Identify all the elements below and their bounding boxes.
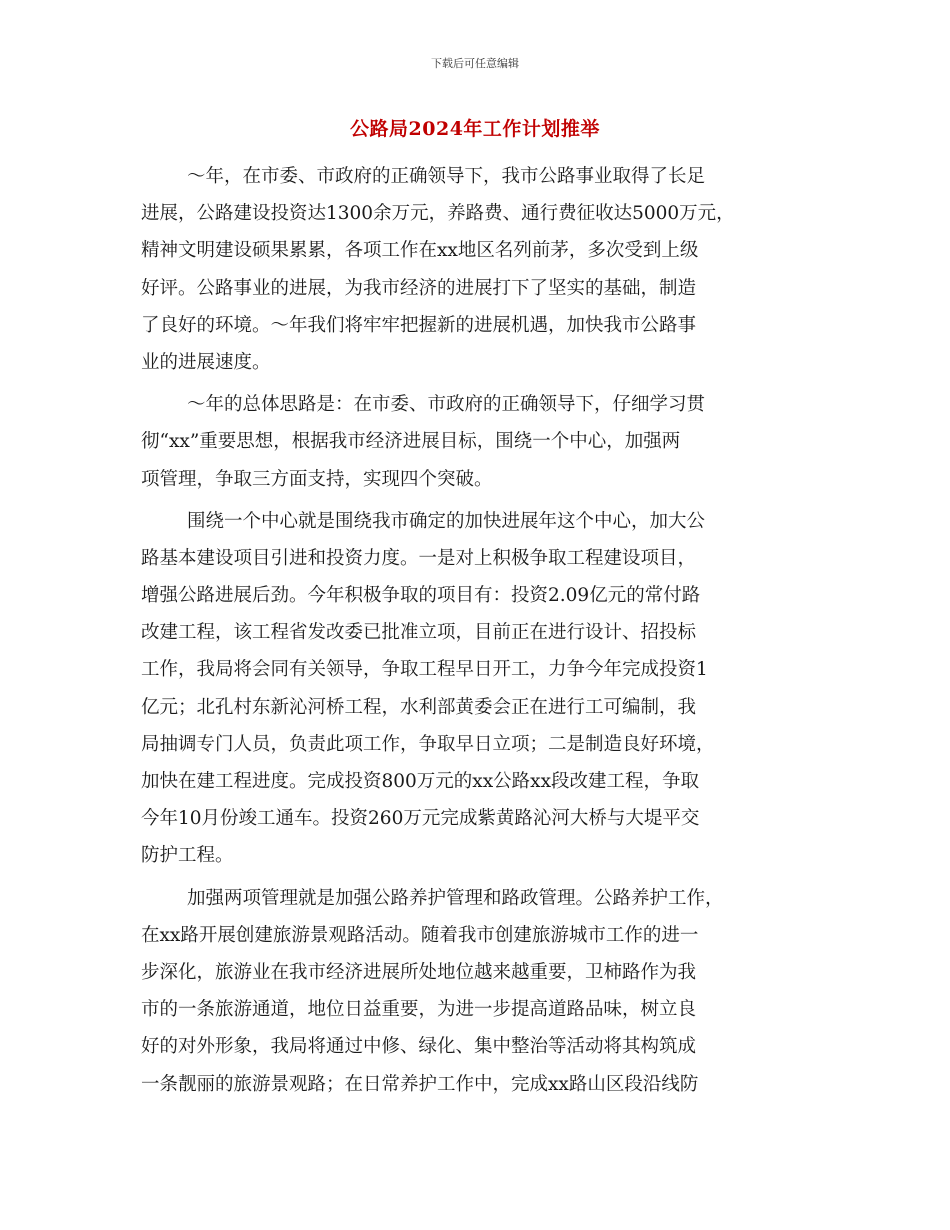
paragraph-line: 好评。公路事业的进展，为我市经济的进展打下了坚实的基础，制造	[141, 277, 697, 299]
paragraph-line: 亿元；北孔村东新沁河桥工程，水利部黄委会正在进行工可编制，我	[141, 696, 697, 718]
paragraph-3	[141, 503, 811, 875]
paragraph-4	[141, 880, 811, 1103]
paragraph-line: 加快在建工程进度。完成投资800万元的xx公路xx段改建工程，争取	[141, 771, 700, 792]
paragraph-1	[141, 158, 811, 381]
document-title: 公路局2024年工作计划推举	[350, 118, 600, 140]
paragraph-line: 精神文明建设硕果累累，各项工作在xx地区名列前茅，多次受到上级	[141, 240, 699, 262]
paragraph-line: 步深化，旅游业在我市经济进展所处地位越来越重要，卫柿路作为我	[141, 961, 697, 983]
paragraph-line: 工作，我局将会同有关领导，争取工程早日开工，力争今年完成投资1	[141, 659, 708, 681]
paragraph-line: 一条靓丽的旅游景观路；在日常养护工作中，完成xx路山区段沿线防	[141, 1073, 699, 1095]
paragraph-line: 业的进展速度。	[141, 351, 271, 373]
paragraph-line: ～年的总体思路是：在市委、市政府的正确领导下，仔细学习贯	[187, 394, 706, 416]
paragraph-line: 了良好的环境。～年我们将牢牢把握新的进展机遇，加快我市公路事	[141, 314, 697, 336]
paragraph-line: 加强两项管理就是加强公路养护管理和路政管理。公路养护工作，	[187, 887, 724, 909]
paragraph-line: 围绕一个中心就是围绕我市确定的加快进展年这个中心，加大公	[187, 510, 706, 532]
paragraph-line: 项管理，争取三方面支持，实现四个突破。	[141, 468, 493, 490]
paragraph-line: 改建工程，该工程省发改委已批准立项，目前正在进行设计、招投标	[141, 622, 697, 644]
header-note: 下载后可任意编辑	[431, 57, 519, 70]
paragraph-line: 局抽调专门人员，负责此项工作，争取早日立项；二是制造良好环境，	[141, 733, 715, 755]
paragraph-line: 今年10月份竣工通车。投资260万元完成紫黄路沁河大桥与大堤平交	[141, 808, 700, 830]
paragraph-line: 防护工程。	[141, 845, 234, 867]
paragraph-line: 好的对外形象，我局将通过中修、绿化、集中整治等活动将其构筑成	[141, 1036, 697, 1058]
paragraph-line: 进展，公路建设投资达1300余万元，养路费、通行费征收达5000万元，	[141, 203, 735, 225]
paragraph-2	[141, 386, 811, 498]
paragraph-line: 彻“xx”重要思想，根据我市经济进展目标，围绕一个中心，加强两	[141, 431, 681, 453]
paragraph-line: 在xx路开展创建旅游景观路活动。随着我市创建旅游城市工作的进一	[141, 924, 699, 946]
paragraph-line: ～年，在市委、市政府的正确领导下，我市公路事业取得了长足	[187, 166, 706, 187]
paragraph-line: 路基本建设项目引进和投资力度。一是对上积极争取工程建设项目，	[141, 547, 697, 569]
document-body	[141, 158, 811, 1103]
paragraph-line: 市的一条旅游通道，地位日益重要，为进一步提高道路品味，树立良	[141, 999, 697, 1021]
paragraph-line: 增强公路进展后劲。今年积极争取的项目有：投资2.09亿元的常付路	[141, 585, 701, 607]
